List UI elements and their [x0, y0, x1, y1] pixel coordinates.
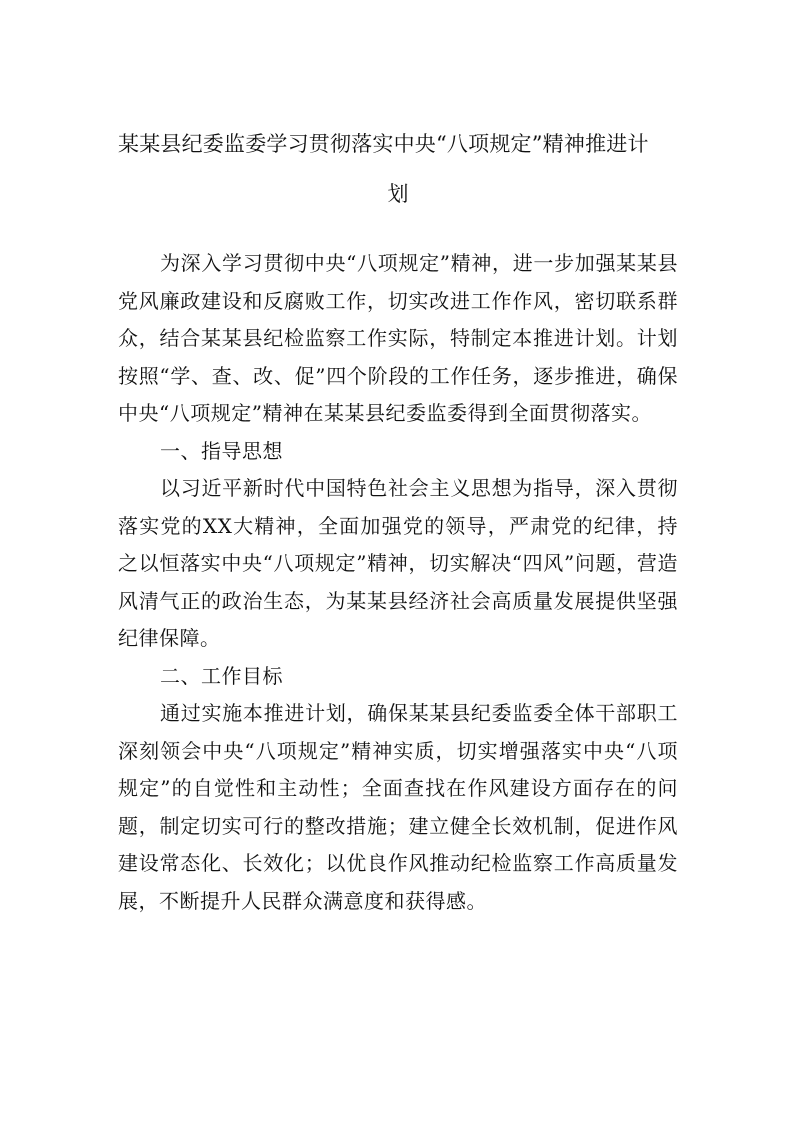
- document-title: 某某县纪委监委学习贯彻落实中央“八项规定”精神推进计: [118, 132, 649, 156]
- section-heading-work-goals: 二、工作目标: [160, 663, 283, 688]
- section-paragraph-guiding-ideology: 以习近平新时代中国特色社会主义思想为指导，深入贯彻落实党的XX大精神，全面加强党的领导，严肃党的纪律，持之以恒落实中央“八项规定”精神，切实解决“四风”问题，营造风清气正的政治生态，为某某县经济社会高质量发展提供坚强纪律保障。: [118, 476, 678, 650]
- document-body: [118, 245, 678, 920]
- intro-paragraph: 为深入学习贯彻中央“八项规定”精神，进一步加强某某县党风廉政建设和反腐败工作，切实改进工作作风，密切联系群众，结合某某县纪检监察工作实际，特制定本推进计划。计划按照“学、查、改、促”四个阶段的工作任务，逐步推进，确保中央“八项规定”精神在某某县纪委监委得到全面贯彻落实。: [118, 251, 678, 425]
- document-title-continuation: 划: [387, 182, 409, 206]
- section-heading-guiding-ideology: 一、指导思想: [160, 438, 283, 463]
- section-paragraph-work-goals: 通过实施本推进计划，确保某某县纪委监委全体干部职工深刻领会中央“八项规定”精神实质，切实增强落实中央“八项规定”的自觉性和主动性；全面查找在作风建设方面存在的问题，制定切实可行的整改措施；建立健全长效机制，促进作风建设常态化、长效化；以优良作风推动纪检监察工作高质量发展，不断提升人民群众满意度和获得感。: [118, 701, 678, 913]
